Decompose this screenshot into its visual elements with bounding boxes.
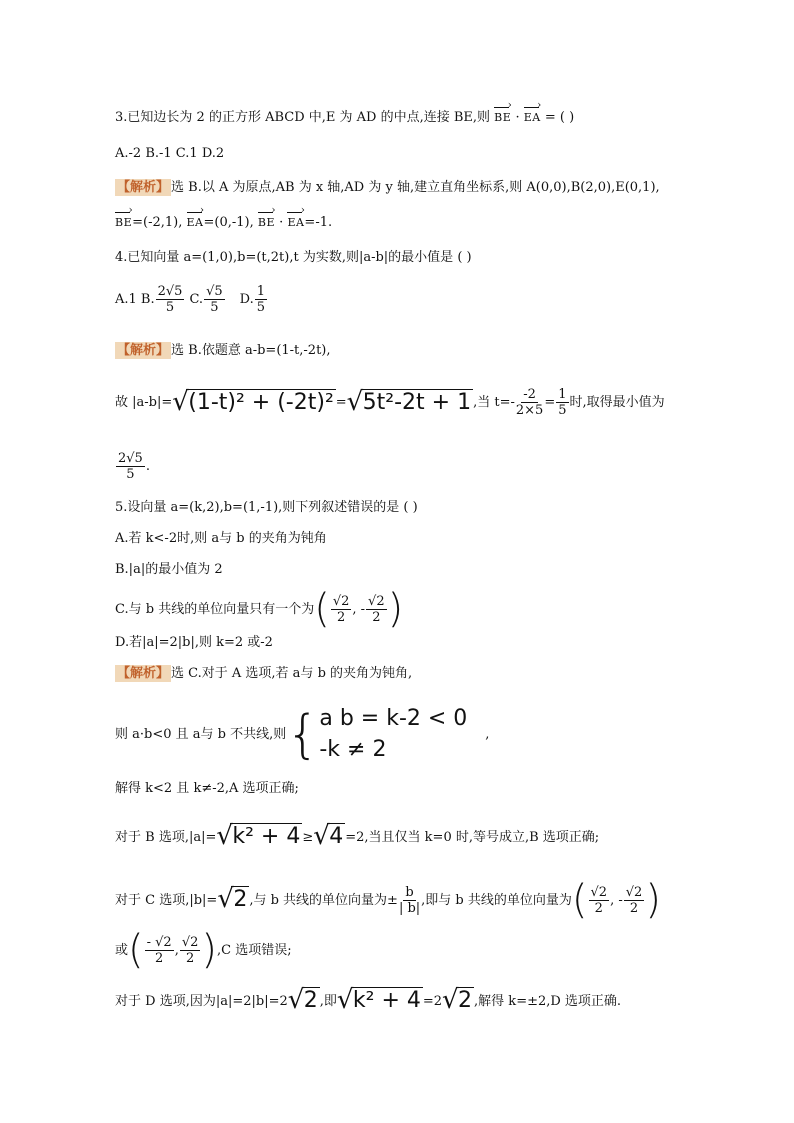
radical-sign-icon: √ [442,985,459,1015]
radical-sign-icon: √ [287,985,305,1015]
separator: , - [352,601,366,617]
q3-stem-tail: = ( ) [544,110,575,125]
radicand: (1-t)² + (-2t)² [188,389,334,415]
q5-option-d: D.若|a|=2|b|,则 k=2 或-2 [115,635,273,650]
frac-num: 1 [558,387,567,402]
solution-tag: 【解析】 [117,666,170,681]
solution-tag: 【解析】 [117,343,170,358]
q5-solution-line1 [115,667,412,680]
frac-num: -2 [523,387,536,402]
separator: , [174,942,179,958]
q4-opt-d-fraction [255,285,267,314]
q5-sol7-c: =2 [422,993,443,1009]
system-line-2: -k ≠ 2 [319,736,387,762]
frac-den: 2 [186,950,195,966]
q3-options: A.-2 B.-1 C.1 D.2 [115,146,225,161]
frac-den: 5 [210,300,219,315]
frac-num: √2 [625,884,643,900]
radical-sign-icon: √ [217,884,234,914]
radical-sign-icon: √ [346,386,364,417]
q3-sol2-a: =(-2,1), [132,215,183,230]
frac-num: b [405,884,414,900]
radicand: 2 [303,988,318,1013]
q3-sol2-b: =(0,-1), [203,215,254,230]
equation-system [319,704,467,766]
q4-t-value-fraction [556,388,568,417]
q3-stem-text: 3.已知边长为 2 的正方形 ABCD 中,E 为 AD 的中点,连接 BE,则 [115,110,491,125]
radical-expression [172,386,336,417]
frac-num: √5 [206,284,223,299]
vector-ea: EA › [287,217,304,228]
vector-ea: EA › [187,217,204,228]
q4-sol2-b: ,当 t=- [473,395,515,410]
q4-opt-d-label: D. [239,292,254,307]
q5-option-c [115,586,404,632]
frac-num: 2√5 [118,451,143,466]
q4-solution-line2 [115,388,665,417]
q4-opt-c-fraction [204,285,225,314]
right-paren: ) [201,927,218,973]
vector-ea: EA › [524,112,541,123]
q5-solution-line6 [115,927,292,973]
frac-den: 2 [629,900,639,916]
radical-expression [313,821,345,851]
q4-stem: 4.已知向量 a=(1,0),b=(t,2t),t 为实数,则|a-b|的最小值是 ( ) [115,250,472,265]
frac [145,936,174,965]
vector-be: BE › [258,217,275,228]
vector-be: BE › [115,217,132,228]
q5-sol2-text: 则 a·b<0 且 a与 b 不共线,则 [115,727,287,743]
radical-expression [216,821,302,851]
q5-option-b: B.|a|的最小值为 2 [115,562,223,577]
separator: , - [610,892,623,908]
frac-num: √2 [181,934,199,950]
frac-den: 5 [558,403,567,418]
radical-sign-icon: √ [172,386,189,417]
frac [366,595,387,624]
q5-sol7-a: 对于 D 选项,因为|a|=2|b|=2 [115,993,288,1009]
radical-sign-icon: √ [313,821,330,851]
q3-sol1-text: 选 B.以 A 为原点,AB 为 x 轴,AD 为 y 轴,建立直角坐标系,则 A(0,0),B(2,0),E(0,1), [171,180,660,195]
radicand: 5t²-2t + 1 [362,389,472,415]
q4-sol2-c: 时,取得最小值为 [569,395,665,410]
q5-optc-text: C.与 b 共线的单位向量只有一个为 [115,601,315,617]
q5-solution-line3: 解得 k<2 且 k≠-2,A 选项正确; [115,781,299,796]
q5-sol4-a: 对于 B 选项,|a|= [115,829,217,845]
q5-sol1-text: 选 C.对于 A 选项,若 a与 b 的夹角为钝角, [171,666,413,681]
frac-den: | b| [398,900,421,916]
frac-num: - √2 [146,934,172,950]
left-paren: ( [128,927,144,973]
q4-opt-c-label: C. [189,292,204,307]
q4-opt-a: A.1 B. [115,292,155,307]
frac-den: 2 [372,609,381,625]
q5-solution-line4 [115,821,600,851]
q4-options [115,285,268,314]
q5-solution-line5 [115,877,661,923]
dot-operator: · [279,215,284,230]
frac-den: 5 [256,300,265,315]
frac [589,886,610,915]
left-paren: ( [571,877,588,923]
radical-expression [346,386,473,417]
equals: = [335,395,347,410]
radical-expression [442,985,474,1015]
dot-operator: · [515,110,520,125]
frac-num: √2 [368,593,385,609]
frac-num: 1 [256,284,265,299]
q4-t-fraction [516,388,543,417]
q5-sol5-a: 对于 C 选项,|b|= [115,892,218,908]
q4-sol2-a: 故 |a-b|= [115,395,173,410]
q4-sol1-text: 选 B.依题意 a-b=(1-t,-2t), [171,343,331,358]
frac [399,886,420,915]
radicand: k² + 4 [232,824,301,849]
frac-num: √2 [590,884,608,900]
left-brace: { [286,704,320,765]
q4-answer [115,452,150,481]
q4-solution-line1 [115,344,331,357]
q5-sol6-a: 或 [115,942,129,958]
radicand: k² + 4 [352,988,421,1013]
frac-den: 5 [165,300,175,315]
q5-sol4-c: =2,当且仅当 k=0 时,等号成立,B 选项正确; [345,829,600,845]
q5-sol7-d: ,解得 k=±2,D 选项正确. [474,993,622,1009]
right-paren: ) [387,586,404,632]
system-line-1: a b = k-2 < 0 [319,706,468,731]
frac-den: 2 [336,609,346,625]
q4-answer-fraction [116,452,145,481]
geq: ≥ [302,829,314,845]
q5-option-a: A.若 k<-2时,则 a与 b 的夹角为钝角 [115,531,327,546]
radical-expression [336,985,423,1015]
frac [331,595,352,624]
frac-den: 2 [155,950,164,966]
frac [624,886,645,915]
q5-sol6-b: ,C 选项错误; [217,942,292,958]
radical-sign-icon: √ [216,821,233,851]
q5-sol5-b: ,与 b 共线的单位向量为± [249,892,398,908]
vector-be: BE › [494,112,511,123]
comma: , [485,727,490,743]
q3-stem [115,111,574,124]
solution-tag: 【解析】 [117,180,170,195]
frac-den: 5 [126,467,135,482]
frac-num: 2√5 [157,284,183,299]
radical-expression [287,985,320,1015]
q5-sol7-b: ,即 [319,993,337,1009]
radical-expression [217,884,249,914]
frac-den: 2 [594,900,603,916]
radicand: 2 [233,887,248,912]
radicand: 2 [458,988,473,1013]
period: . [145,459,150,474]
radical-sign-icon: √ [336,985,354,1015]
q5-solution-line7 [115,985,622,1015]
q3-solution-line1 [115,181,660,194]
frac-den: 2×5 [515,403,544,418]
frac-num: √2 [332,593,350,609]
q3-solution-line2 [115,216,332,229]
q3-sol2-c: =-1. [304,215,333,230]
radicand: 4 [329,824,344,849]
q5-stem: 5.设向量 a=(k,2),b=(1,-1),则下列叙述错误的是 ( ) [115,500,418,515]
right-paren: ) [645,877,661,923]
q5-sol5-c: ,即与 b 共线的单位向量为 [421,892,572,908]
q5-solution-line2 [115,704,489,766]
equals: = [544,395,556,410]
q4-opt-b-fraction [156,285,185,314]
left-paren: ( [314,586,330,632]
frac [180,936,201,965]
